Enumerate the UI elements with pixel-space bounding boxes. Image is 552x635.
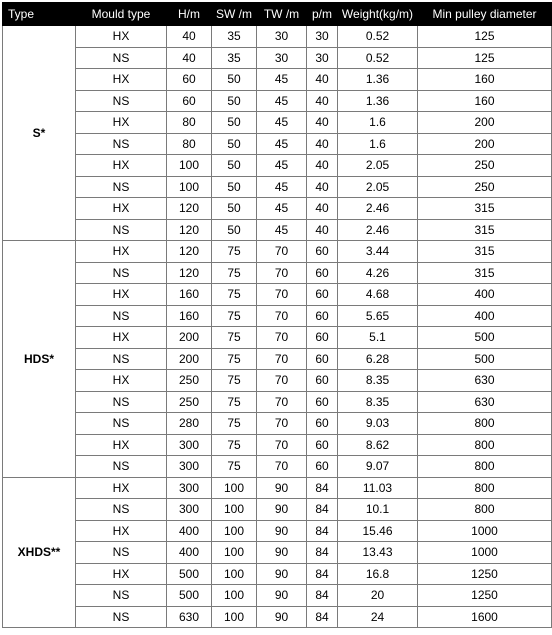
- h-cell: 300: [167, 477, 212, 499]
- sw-cell: 75: [212, 348, 257, 370]
- mould-type-cell: NS: [76, 499, 167, 521]
- mould-type-cell: HX: [76, 563, 167, 585]
- h-cell: 80: [167, 112, 212, 134]
- mould-type-cell: NS: [76, 585, 167, 607]
- table-row: [3, 606, 552, 628]
- mould-type-cell: NS: [76, 262, 167, 284]
- min-pulley-diameter-cell: 1000: [418, 542, 552, 564]
- mould-type-cell: NS: [76, 305, 167, 327]
- table-row: [3, 413, 552, 435]
- tw-cell: 45: [257, 112, 307, 134]
- sw-cell: 35: [212, 47, 257, 69]
- tw-cell: 70: [257, 241, 307, 263]
- min-pulley-diameter-cell: 630: [418, 391, 552, 413]
- h-cell: 60: [167, 90, 212, 112]
- sw-cell: 75: [212, 262, 257, 284]
- p-cell: 40: [307, 90, 338, 112]
- weight-cell: 4.68: [338, 284, 418, 306]
- tw-cell: 30: [257, 47, 307, 69]
- mould-type-cell: HX: [76, 327, 167, 349]
- h-cell: 200: [167, 348, 212, 370]
- tw-cell: 70: [257, 327, 307, 349]
- weight-cell: 15.46: [338, 520, 418, 542]
- tw-cell: 30: [257, 26, 307, 48]
- p-cell: 84: [307, 499, 338, 521]
- table-row: [3, 370, 552, 392]
- sw-cell: 50: [212, 155, 257, 177]
- p-cell: 60: [307, 305, 338, 327]
- table-row: [3, 348, 552, 370]
- sw-cell: 50: [212, 69, 257, 91]
- sw-cell: 75: [212, 241, 257, 263]
- min-pulley-diameter-cell: 500: [418, 327, 552, 349]
- tw-cell: 90: [257, 606, 307, 628]
- tw-cell: 45: [257, 176, 307, 198]
- sw-cell: 100: [212, 542, 257, 564]
- tw-cell: 70: [257, 262, 307, 284]
- h-cell: 100: [167, 155, 212, 177]
- mould-type-cell: HX: [76, 284, 167, 306]
- h-cell: 300: [167, 456, 212, 478]
- tw-cell: 45: [257, 133, 307, 155]
- h-cell: 120: [167, 241, 212, 263]
- mould-type-cell: NS: [76, 133, 167, 155]
- tw-cell: 70: [257, 305, 307, 327]
- mould-type-cell: NS: [76, 348, 167, 370]
- tw-cell: 90: [257, 499, 307, 521]
- table-row: [3, 69, 552, 91]
- p-cell: 84: [307, 563, 338, 585]
- tw-cell: 90: [257, 585, 307, 607]
- h-cell: 500: [167, 563, 212, 585]
- h-cell: 630: [167, 606, 212, 628]
- p-cell: 60: [307, 413, 338, 435]
- weight-cell: 8.62: [338, 434, 418, 456]
- p-cell: 60: [307, 456, 338, 478]
- p-cell: 60: [307, 434, 338, 456]
- h-cell: 500: [167, 585, 212, 607]
- mould-type-cell: NS: [76, 606, 167, 628]
- mould-type-cell: NS: [76, 542, 167, 564]
- table-row: [3, 305, 552, 327]
- sw-cell: 50: [212, 176, 257, 198]
- sw-cell: 100: [212, 477, 257, 499]
- mould-type-cell: HX: [76, 520, 167, 542]
- tw-cell: 90: [257, 542, 307, 564]
- header-weight: Weight(kg/m): [338, 3, 418, 26]
- table-row: [3, 391, 552, 413]
- mould-type-cell: HX: [76, 477, 167, 499]
- weight-cell: 9.03: [338, 413, 418, 435]
- mould-type-cell: HX: [76, 112, 167, 134]
- min-pulley-diameter-cell: 800: [418, 434, 552, 456]
- tw-cell: 70: [257, 284, 307, 306]
- mould-type-cell: HX: [76, 434, 167, 456]
- header-h: H/m: [167, 3, 212, 26]
- tw-cell: 70: [257, 370, 307, 392]
- h-cell: 300: [167, 499, 212, 521]
- p-cell: 60: [307, 241, 338, 263]
- sw-cell: 75: [212, 456, 257, 478]
- min-pulley-diameter-cell: 1250: [418, 585, 552, 607]
- table-row: [3, 155, 552, 177]
- mould-type-cell: HX: [76, 370, 167, 392]
- weight-cell: 2.05: [338, 176, 418, 198]
- type-cell: S*: [3, 26, 76, 241]
- p-cell: 60: [307, 391, 338, 413]
- min-pulley-diameter-cell: 1000: [418, 520, 552, 542]
- p-cell: 60: [307, 284, 338, 306]
- mould-type-cell: HX: [76, 69, 167, 91]
- p-cell: 30: [307, 26, 338, 48]
- tw-cell: 90: [257, 520, 307, 542]
- min-pulley-diameter-cell: 315: [418, 198, 552, 220]
- min-pulley-diameter-cell: 800: [418, 456, 552, 478]
- weight-cell: 2.05: [338, 155, 418, 177]
- weight-cell: 6.28: [338, 348, 418, 370]
- min-pulley-diameter-cell: 800: [418, 413, 552, 435]
- table-row: [3, 542, 552, 564]
- table-row: [3, 90, 552, 112]
- mould-type-cell: NS: [76, 391, 167, 413]
- h-cell: 60: [167, 69, 212, 91]
- weight-cell: 8.35: [338, 391, 418, 413]
- mould-type-cell: NS: [76, 456, 167, 478]
- p-cell: 84: [307, 585, 338, 607]
- min-pulley-diameter-cell: 250: [418, 176, 552, 198]
- h-cell: 160: [167, 305, 212, 327]
- p-cell: 60: [307, 327, 338, 349]
- min-pulley-diameter-cell: 315: [418, 262, 552, 284]
- weight-cell: 5.1: [338, 327, 418, 349]
- mould-type-cell: HX: [76, 198, 167, 220]
- weight-cell: 1.36: [338, 90, 418, 112]
- sw-cell: 75: [212, 434, 257, 456]
- h-cell: 250: [167, 370, 212, 392]
- min-pulley-diameter-cell: 1250: [418, 563, 552, 585]
- header-sw: SW /m: [212, 3, 257, 26]
- header-min-pulley-diameter: Min pulley diameter: [418, 3, 552, 26]
- mould-type-cell: NS: [76, 90, 167, 112]
- type-cell: XHDS**: [3, 477, 76, 628]
- min-pulley-diameter-cell: 125: [418, 26, 552, 48]
- sw-cell: 100: [212, 563, 257, 585]
- min-pulley-diameter-cell: 200: [418, 133, 552, 155]
- table-row: [3, 585, 552, 607]
- h-cell: 280: [167, 413, 212, 435]
- table-row: [3, 434, 552, 456]
- table-row: [3, 241, 552, 263]
- h-cell: 40: [167, 47, 212, 69]
- min-pulley-diameter-cell: 1600: [418, 606, 552, 628]
- table-row: [3, 284, 552, 306]
- sw-cell: 75: [212, 391, 257, 413]
- sw-cell: 75: [212, 370, 257, 392]
- tw-cell: 70: [257, 413, 307, 435]
- weight-cell: 0.52: [338, 47, 418, 69]
- min-pulley-diameter-cell: 400: [418, 284, 552, 306]
- header-p: p/m: [307, 3, 338, 26]
- mould-type-cell: HX: [76, 241, 167, 263]
- tw-cell: 45: [257, 90, 307, 112]
- sw-cell: 35: [212, 26, 257, 48]
- table-row: [3, 198, 552, 220]
- h-cell: 160: [167, 284, 212, 306]
- weight-cell: 1.6: [338, 112, 418, 134]
- p-cell: 40: [307, 112, 338, 134]
- sw-cell: 50: [212, 112, 257, 134]
- weight-cell: 10.1: [338, 499, 418, 521]
- min-pulley-diameter-cell: 200: [418, 112, 552, 134]
- sw-cell: 50: [212, 219, 257, 241]
- p-cell: 84: [307, 606, 338, 628]
- weight-cell: 20: [338, 585, 418, 607]
- table-row: [3, 47, 552, 69]
- header-mould-type: Mould type: [76, 3, 167, 26]
- specification-table: [2, 2, 552, 628]
- h-cell: 40: [167, 26, 212, 48]
- p-cell: 40: [307, 198, 338, 220]
- tw-cell: 45: [257, 69, 307, 91]
- p-cell: 60: [307, 348, 338, 370]
- min-pulley-diameter-cell: 315: [418, 219, 552, 241]
- p-cell: 40: [307, 176, 338, 198]
- header-row: [3, 3, 552, 26]
- tw-cell: 45: [257, 219, 307, 241]
- sw-cell: 100: [212, 499, 257, 521]
- sw-cell: 50: [212, 90, 257, 112]
- h-cell: 250: [167, 391, 212, 413]
- table-row: [3, 499, 552, 521]
- table-row: [3, 477, 552, 499]
- table-row: [3, 327, 552, 349]
- p-cell: 40: [307, 133, 338, 155]
- mould-type-cell: NS: [76, 47, 167, 69]
- min-pulley-diameter-cell: 400: [418, 305, 552, 327]
- p-cell: 60: [307, 262, 338, 284]
- h-cell: 100: [167, 176, 212, 198]
- table-row: [3, 176, 552, 198]
- p-cell: 84: [307, 520, 338, 542]
- p-cell: 84: [307, 542, 338, 564]
- min-pulley-diameter-cell: 315: [418, 241, 552, 263]
- weight-cell: 4.26: [338, 262, 418, 284]
- min-pulley-diameter-cell: 125: [418, 47, 552, 69]
- tw-cell: 70: [257, 434, 307, 456]
- tw-cell: 90: [257, 477, 307, 499]
- min-pulley-diameter-cell: 160: [418, 69, 552, 91]
- h-cell: 120: [167, 262, 212, 284]
- table-row: [3, 456, 552, 478]
- sw-cell: 50: [212, 133, 257, 155]
- weight-cell: 2.46: [338, 219, 418, 241]
- tw-cell: 45: [257, 198, 307, 220]
- tw-cell: 70: [257, 456, 307, 478]
- h-cell: 120: [167, 198, 212, 220]
- tw-cell: 45: [257, 155, 307, 177]
- weight-cell: 9.07: [338, 456, 418, 478]
- header-type: Type: [3, 3, 76, 26]
- h-cell: 300: [167, 434, 212, 456]
- mould-type-cell: NS: [76, 413, 167, 435]
- weight-cell: 8.35: [338, 370, 418, 392]
- header-tw: TW /m: [257, 3, 307, 26]
- min-pulley-diameter-cell: 630: [418, 370, 552, 392]
- type-cell: HDS*: [3, 241, 76, 478]
- table-body: [3, 26, 552, 628]
- weight-cell: 1.6: [338, 133, 418, 155]
- sw-cell: 75: [212, 305, 257, 327]
- mould-type-cell: HX: [76, 26, 167, 48]
- sw-cell: 100: [212, 585, 257, 607]
- sw-cell: 50: [212, 198, 257, 220]
- weight-cell: 2.46: [338, 198, 418, 220]
- weight-cell: 16.8: [338, 563, 418, 585]
- sw-cell: 75: [212, 327, 257, 349]
- table-row: [3, 262, 552, 284]
- mould-type-cell: HX: [76, 155, 167, 177]
- min-pulley-diameter-cell: 800: [418, 477, 552, 499]
- h-cell: 120: [167, 219, 212, 241]
- min-pulley-diameter-cell: 500: [418, 348, 552, 370]
- p-cell: 30: [307, 47, 338, 69]
- weight-cell: 0.52: [338, 26, 418, 48]
- sw-cell: 75: [212, 284, 257, 306]
- h-cell: 80: [167, 133, 212, 155]
- table-row: [3, 133, 552, 155]
- h-cell: 400: [167, 542, 212, 564]
- min-pulley-diameter-cell: 250: [418, 155, 552, 177]
- mould-type-cell: NS: [76, 176, 167, 198]
- weight-cell: 13.43: [338, 542, 418, 564]
- p-cell: 40: [307, 69, 338, 91]
- weight-cell: 3.44: [338, 241, 418, 263]
- p-cell: 84: [307, 477, 338, 499]
- sw-cell: 100: [212, 606, 257, 628]
- min-pulley-diameter-cell: 800: [418, 499, 552, 521]
- table-row: [3, 563, 552, 585]
- table-row: [3, 219, 552, 241]
- table-row: [3, 26, 552, 48]
- table-row: [3, 520, 552, 542]
- tw-cell: 90: [257, 563, 307, 585]
- weight-cell: 24: [338, 606, 418, 628]
- weight-cell: 1.36: [338, 69, 418, 91]
- tw-cell: 70: [257, 348, 307, 370]
- weight-cell: 5.65: [338, 305, 418, 327]
- p-cell: 40: [307, 155, 338, 177]
- h-cell: 400: [167, 520, 212, 542]
- mould-type-cell: NS: [76, 219, 167, 241]
- weight-cell: 11.03: [338, 477, 418, 499]
- table-row: [3, 112, 552, 134]
- tw-cell: 70: [257, 391, 307, 413]
- h-cell: 200: [167, 327, 212, 349]
- sw-cell: 100: [212, 520, 257, 542]
- sw-cell: 75: [212, 413, 257, 435]
- min-pulley-diameter-cell: 160: [418, 90, 552, 112]
- p-cell: 60: [307, 370, 338, 392]
- p-cell: 40: [307, 219, 338, 241]
